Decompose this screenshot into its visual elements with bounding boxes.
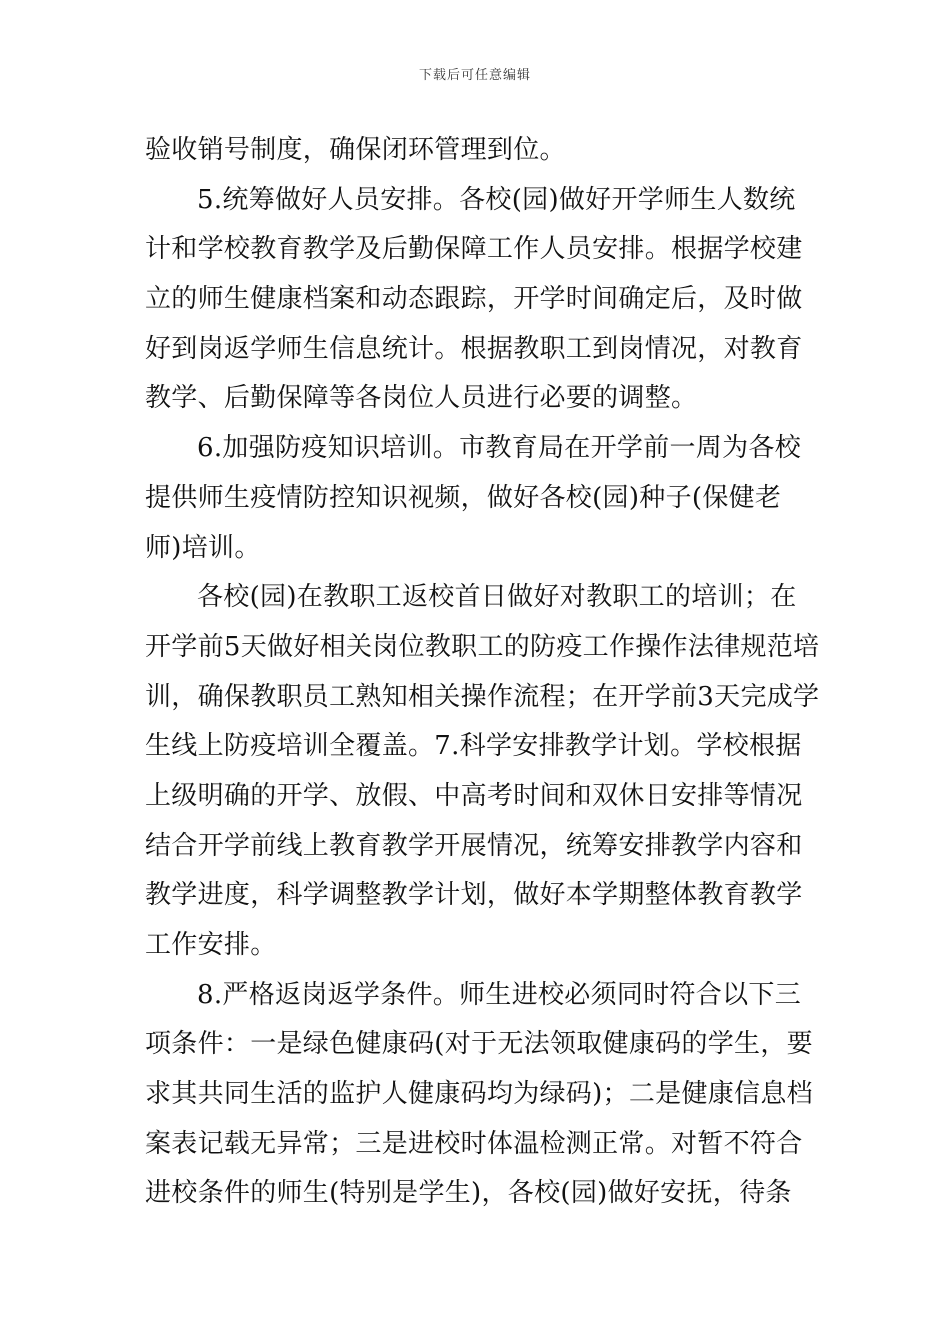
text-line: 项条件：一是绿色健康码(对于无法领取健康码的学生，要 <box>145 1029 813 1060</box>
text-line: 6.加强防疫知识培训。市教育局在开学前一周为各校 <box>197 433 802 464</box>
text-line: 教学、后勤保障等各岗位人员进行必要的调整。 <box>145 383 698 414</box>
text-line: 结合开学前线上教育教学开展情况，统筹安排教学内容和 <box>145 830 803 861</box>
text-line: 求其共同生活的监护人健康码均为绿码)；二是健康信息档 <box>145 1079 813 1110</box>
text-line: 训，确保教职员工熟知相关操作流程；在开学前3天完成学 <box>145 681 820 712</box>
text-line: 各校(园)在教职工返校首日做好对教职工的培训；在 <box>197 582 797 613</box>
text-line: 5.统筹做好人员安排。各校(园)做好开学师生人数统 <box>197 184 796 215</box>
text-line: 进校条件的师生(特别是学生)，各校(园)做好安抚，待条 <box>145 1178 792 1209</box>
text-line: 上级明确的开学、放假、中高考时间和双休日安排等情况 <box>145 780 803 811</box>
text-line: 好到岗返学师生信息统计。根据教职工到岗情况，对教育 <box>145 333 803 364</box>
text-line: 立的师生健康档案和动态跟踪，开学时间确定后，及时做 <box>145 284 803 315</box>
text-line: 案表记载无异常；三是进校时体温检测正常。对暂不符合 <box>145 1128 803 1159</box>
text-line: 工作安排。 <box>145 930 277 960</box>
text-line: 师)培训。 <box>145 532 261 563</box>
text-line: 开学前5天做好相关岗位教职工的防疫工作操作法律规范培 <box>145 631 820 662</box>
page-header: 下载后可任意编辑 <box>418 68 531 83</box>
text-line: 8.严格返岗返学条件。师生进校必须同时符合以下三 <box>197 979 802 1010</box>
text-line: 验收销号制度，确保闭环管理到位。 <box>145 135 566 165</box>
document-body <box>145 126 820 1219</box>
text-line: 提供师生疫情防控知识视频，做好各校(园)种子(保健老 <box>145 482 782 513</box>
text-line: 计和学校教育教学及后勤保障工作人员安排。根据学校建 <box>145 234 803 265</box>
text-line: 生线上防疫培训全覆盖。7.科学安排教学计划。学校根据 <box>145 731 802 762</box>
text-line: 教学进度，科学调整教学计划，做好本学期整体教育教学 <box>145 880 803 911</box>
